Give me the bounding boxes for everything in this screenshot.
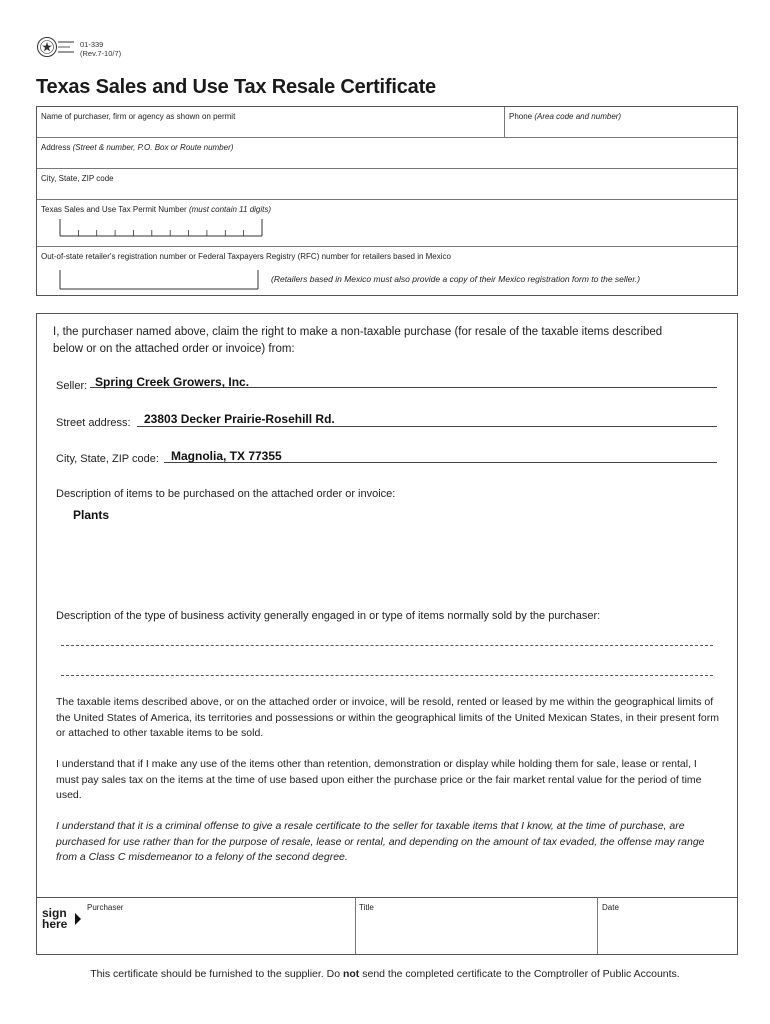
footer-emphasis: not xyxy=(342,968,360,980)
city-label: City, State, ZIP code xyxy=(41,174,114,183)
form-number: 01-339 xyxy=(80,40,104,49)
name-phone-row[interactable] xyxy=(37,107,737,138)
outofstate-label: Out-of-state retailer's registration number or Federal Taxpayers Registry (RFC) number for retailers based in Mexico xyxy=(41,252,451,261)
sign-arrow-icon xyxy=(75,913,81,925)
permit-digit-boxes[interactable] xyxy=(59,219,263,237)
business-line-1[interactable] xyxy=(61,645,713,646)
mexico-note: (Retailers based in Mexico must also provide a copy of their Mexico registration form to the seller.) xyxy=(271,274,641,284)
address-hint: (Street & number, P.O. Box or Route number) xyxy=(72,143,234,152)
texas-seal-icon xyxy=(36,36,76,58)
footer-text-1: This certificate should be furnished to the supplier. Do xyxy=(90,968,343,980)
footer-note xyxy=(0,968,770,980)
city-row[interactable] xyxy=(37,168,737,200)
statement-criminal-offense: I understand that it is a criminal offense to give a resale certificate to the seller for taxable items that I know, at the time of purchase, are purchased for use rather than for the purpose of resale, lease or rental, and depending on the amount of tax evaded, the offense may range from a Class C misdemeanor to a felony of the second degree. xyxy=(56,820,705,863)
permit-label-text: Texas Sales and Use Tax Permit Number xyxy=(41,205,187,214)
city-state-zip-value: Magnolia, TX 77355 xyxy=(171,449,282,463)
signature-col-divider-2 xyxy=(597,897,598,954)
business-line-2[interactable] xyxy=(61,675,713,676)
signature-col-divider-1 xyxy=(355,897,356,954)
date-label: Date xyxy=(602,903,619,912)
claim-box xyxy=(36,313,738,955)
street-field[interactable] xyxy=(137,426,717,427)
outofstate-row xyxy=(37,246,737,295)
items-value: Plants xyxy=(73,508,110,522)
row-divider xyxy=(504,107,505,137)
purchaser-signature-label: Purchaser xyxy=(87,903,124,912)
address-label xyxy=(41,143,233,152)
seller-label: Seller: xyxy=(56,380,88,392)
permit-hint: (must contain 11 digits) xyxy=(188,205,272,214)
purchaser-info-box xyxy=(36,106,738,296)
address-label-text: Address xyxy=(41,143,71,152)
city-state-zip-label: City, State, ZIP code: xyxy=(56,453,159,465)
date-field[interactable] xyxy=(599,914,735,950)
sign-here-marker xyxy=(42,908,67,930)
purchaser-name-label: Name of purchaser, firm or agency as shown on permit xyxy=(41,112,236,121)
phone-label xyxy=(509,112,621,121)
title-field[interactable] xyxy=(357,914,595,950)
phone-hint: (Area code and number) xyxy=(534,112,622,121)
purchaser-signature-field[interactable] xyxy=(77,914,353,950)
title-label: Title xyxy=(359,903,374,912)
page-title: Texas Sales and Use Tax Resale Certificate xyxy=(36,76,436,98)
statement-resale: The taxable items described above, or on the attached order or invoice, will be resold, rented or leased by me within the geographical limits of the United States of America, its territories and possessions or within the geographical limits of the United Mexican States, in their present form or attached to other taxable items to be sold. xyxy=(56,696,719,739)
footer-text-2: send the completed certificate to the Comptroller of Public Accounts. xyxy=(359,968,680,980)
business-label: Description of the type of business activity generally engaged in or type of items normally sold by the purchaser: xyxy=(56,610,601,622)
address-row[interactable] xyxy=(37,137,737,169)
sign-here-line2: here xyxy=(42,917,68,931)
items-label: Description of items to be purchased on the attached order or invoice: xyxy=(56,488,396,500)
signature-divider xyxy=(37,897,737,898)
seller-value: Spring Creek Growers, Inc. xyxy=(95,375,250,389)
statement-use-tax: I understand that if I make any use of the items other than retention, demonstration or display while holding them for sale, lease or rental, I must pay sales tax on the items at the time of use based upon either the purchase price or the fair market rental value for the period of time used. xyxy=(56,758,702,801)
street-value: 23803 Decker Prairie-Rosehill Rd. xyxy=(144,412,335,426)
form-revision: (Rev.7-10/7) xyxy=(80,49,122,58)
permit-row xyxy=(37,199,737,247)
phone-label-text: Phone xyxy=(509,112,533,121)
claim-intro: I, the purchaser named above, claim the right to make a non-taxable purchase (for resale of the taxable items described below or on the attached order or invoice) from: xyxy=(53,326,663,355)
sign-here-line1: sign xyxy=(42,906,67,920)
permit-label xyxy=(41,205,271,214)
outofstate-number-field[interactable] xyxy=(59,270,259,290)
street-label: Street address: xyxy=(56,417,131,429)
